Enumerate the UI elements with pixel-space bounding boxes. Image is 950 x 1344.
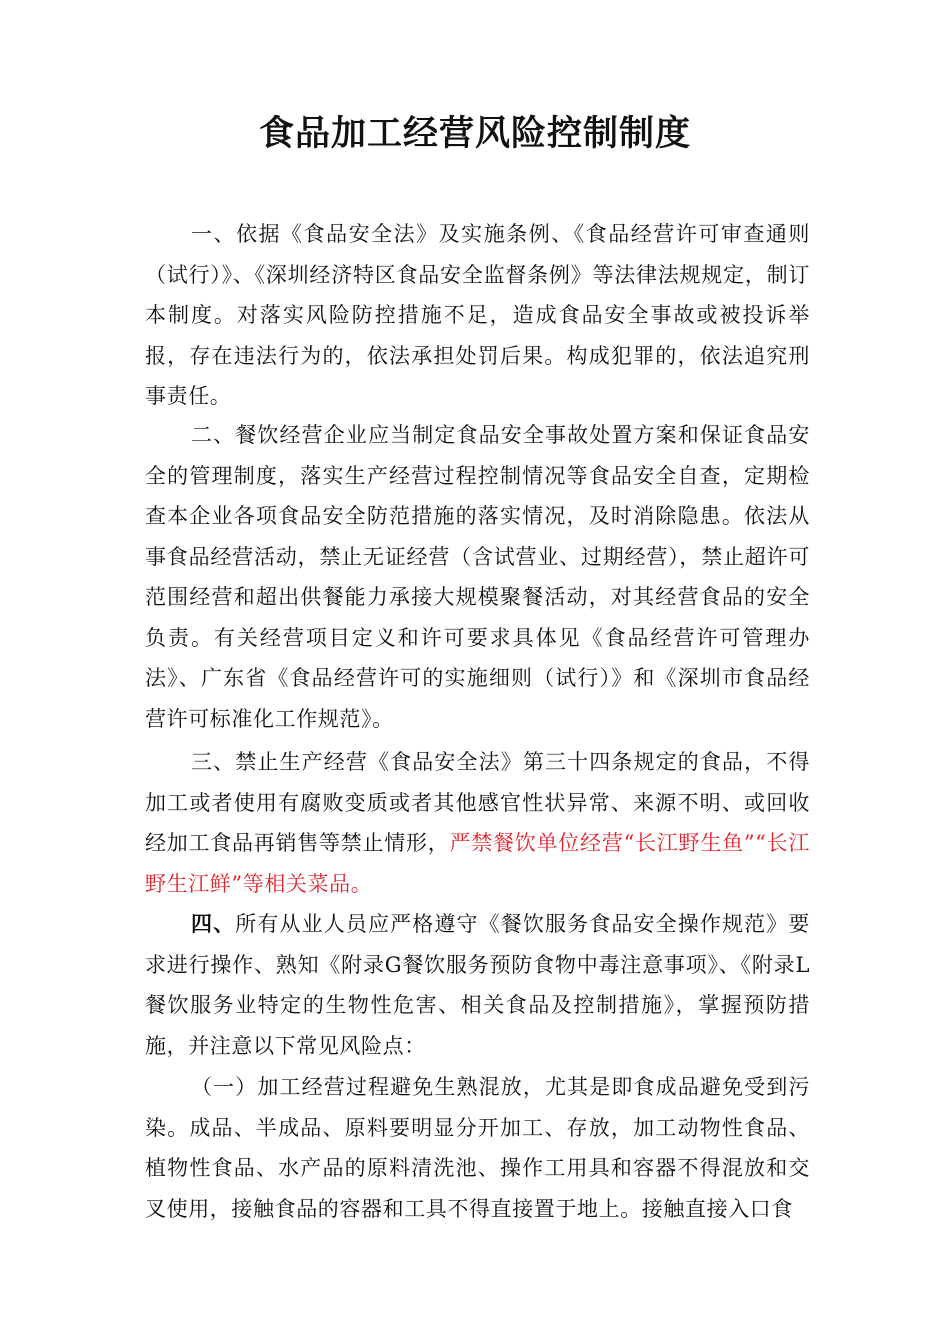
paragraph-3 (145, 742, 810, 904)
paragraph-1-text: 依据《食品安全法》及实施条例、《食品经营许可审查通则（试行）》、《深圳经济特区食品安全监督条例》等法律法规规定，制订本制度。对落实风险防控措施不足，造成食品安全事故或被投诉举报，存在违法行为的，依法承担处罚后果。构成犯罪的，依法追究刑事责任。 (145, 222, 810, 408)
paragraph-3-highlight: 严禁餐饮单位经营“长江野生鱼”“长江野生江鲜”等相关菜品。 (145, 831, 810, 896)
document-title: 食品加工经营风险控制制度 (258, 113, 691, 154)
paragraph-5-number: （一） (191, 1075, 258, 1099)
paragraph-2-text: 餐饮经营企业应当制定食品安全事故处置方案和保证食品安全的管理制度，落实生产经营过程控制情况等食品安全自查，定期检查本企业各项食品安全防范措施的落实情况，及时消除隐患。依法从事食品经营活动，禁止无证经营（含试营业、过期经营），禁止超许可范围经营和超出供餐能力承接大规模聚餐活动，对其经营食品的安全负责。有关经营项目定义和许可要求具体见《食品经营许可管理办法》、广东省《食品经营许可的实施细则（试行）》和《深圳市食品经营许可标准化工作规范》。 (145, 423, 810, 731)
paragraph-3-number: 三、 (191, 750, 236, 774)
paragraph-2-number: 二、 (191, 423, 236, 447)
paragraph-3-text: 禁止生产经营《食品安全法》第三十四条规定的食品，不得加工或者使用有腐败变质或者其他感官性状异常、来源不明、或回收经加工食品再销售等禁止情形， (145, 750, 810, 855)
paragraph-1 (145, 214, 810, 417)
paragraph-4-number: 四、 (191, 911, 236, 936)
paragraph-2 (145, 415, 810, 739)
paragraph-1-number: 一、 (191, 222, 237, 246)
paragraph-4 (145, 904, 810, 1066)
paragraph-5-text: 加工经营过程避免生熟混放，尤其是即食成品避免受到污染。成品、半成品、原料要明显分开加工、存放，加工动物性食品、植物性食品、水产品的原料清洗池、操作工用具和容器不得混放和交叉使用，接触食品的容器和工具不得直接置于地上。接触直接入口食 (145, 1075, 810, 1221)
paragraph-4-text: 所有从业人员应严格遵守《餐饮服务食品安全操作规范》要求进行操作、熟知《附录G餐饮服务预防食物中毒注意事项》、《附录L餐饮服务业特定的生物性危害、相关食品及控制措施》，掌握预防措施，并注意以下常见风险点： (145, 912, 810, 1058)
paragraph-5 (145, 1067, 810, 1229)
